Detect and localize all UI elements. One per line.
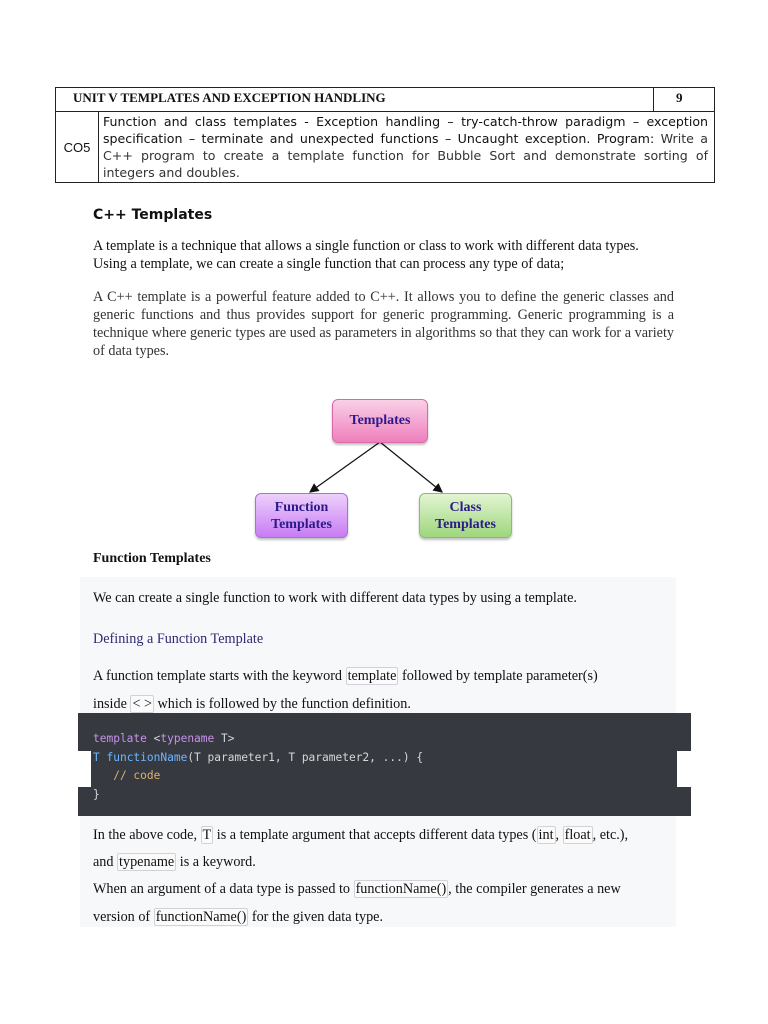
- arrow-to-function-templates: [310, 442, 380, 492]
- code-edge-right: [677, 751, 691, 787]
- text: and: [93, 854, 118, 870]
- keyword-T: T: [202, 827, 212, 843]
- arrow-to-class-templates: [380, 442, 442, 492]
- templates-diagram: [250, 396, 520, 546]
- code-text: <: [146, 732, 161, 745]
- panel-line-1: [93, 668, 598, 685]
- explanation-line-4: [93, 909, 383, 926]
- panel-intro: We can create a single function to work with different data types by using a template.: [93, 590, 577, 606]
- text: for the given data type.: [248, 909, 384, 925]
- text: When an argument of a data type is passed to: [93, 881, 354, 897]
- text: is a template argument that accepts different data types (: [213, 827, 537, 843]
- explanation-line-3: [93, 881, 621, 898]
- panel-line-2: [93, 696, 411, 713]
- class-templates-line2: Templates: [435, 517, 496, 532]
- function-templates-line1: Function: [274, 500, 329, 515]
- code-function-name: functionName: [106, 751, 188, 764]
- keyword-angle-brackets: < >: [132, 696, 152, 712]
- text: , etc.),: [592, 827, 629, 843]
- keyword-typename: typename: [119, 854, 175, 870]
- code-keyword: template: [93, 732, 147, 745]
- class-templates-line1: Class: [449, 500, 482, 515]
- keyword-int: int: [538, 827, 554, 843]
- unit-title: UNIT V TEMPLATES AND EXCEPTION HANDLING: [56, 88, 654, 112]
- text: which is followed by the function definition.: [154, 696, 411, 712]
- class-templates-node: [419, 493, 512, 538]
- paragraph-template-definition: A template is a technique that allows a single function or class to work with different data types. Using a template, we can create a single function that can process any type of data;: [93, 238, 639, 272]
- text: , the compiler generates a new: [448, 881, 621, 897]
- text: is a keyword.: [176, 854, 256, 870]
- code-keyword: typename: [160, 732, 215, 745]
- course-outcome: CO5: [56, 112, 99, 183]
- text: version of: [93, 909, 154, 925]
- explanation-line-2: [93, 854, 256, 871]
- text: followed by template parameter(s): [398, 668, 598, 684]
- keyword-template: template: [347, 668, 397, 684]
- function-templates-node: [255, 493, 348, 538]
- code-edge-left: [77, 751, 91, 787]
- explanation-line-1: [93, 827, 628, 844]
- keyword-float: float: [564, 827, 591, 843]
- program-text: Write a C++ program to create a template function for Bubble Sort and demonstrate sorting of integers and doubles.: [103, 131, 709, 180]
- code-type: T: [93, 751, 107, 764]
- function-templates-heading: Function Templates: [93, 551, 211, 566]
- text: ,: [555, 827, 563, 843]
- text: In the above code,: [93, 827, 201, 843]
- templates-node: Templates: [332, 399, 428, 443]
- paragraph-template-feature: A C++ template is a powerful feature added to C++. It allows you to define the generic classes and generic functions and thus provides support for generic programming. Generic programming is a technique where generic types are used as parameters in algorithms so that they can work for a variety of data types.: [93, 289, 674, 359]
- code-text: T>: [214, 732, 235, 745]
- program-label: Program:: [596, 131, 655, 146]
- keyword-functionName: functionName(): [155, 909, 247, 925]
- code-line-1: [93, 732, 234, 745]
- defining-heading: Defining a Function Template: [93, 631, 264, 647]
- code-line-4: }: [93, 788, 100, 801]
- code-line-3: // code: [93, 769, 161, 782]
- text: inside: [93, 696, 131, 712]
- text: A function template starts with the keyword: [93, 668, 346, 684]
- function-templates-line2: Templates: [271, 517, 332, 532]
- code-line-2: [93, 751, 423, 764]
- code-block: [78, 713, 691, 816]
- unit-hours: 9: [654, 88, 715, 112]
- syllabus-text: [99, 112, 715, 183]
- syllabus-topics: Function and class templates - Exception handling – try-catch-throw paradigm – exception specification – terminate and unexpected functions – Uncaught exception.: [103, 114, 709, 146]
- unit-table: [55, 87, 715, 183]
- code-text: (T parameter1, T parameter2, ...) {: [187, 751, 424, 764]
- keyword-functionName: functionName(): [355, 881, 447, 897]
- section-heading: C++ Templates: [93, 207, 213, 223]
